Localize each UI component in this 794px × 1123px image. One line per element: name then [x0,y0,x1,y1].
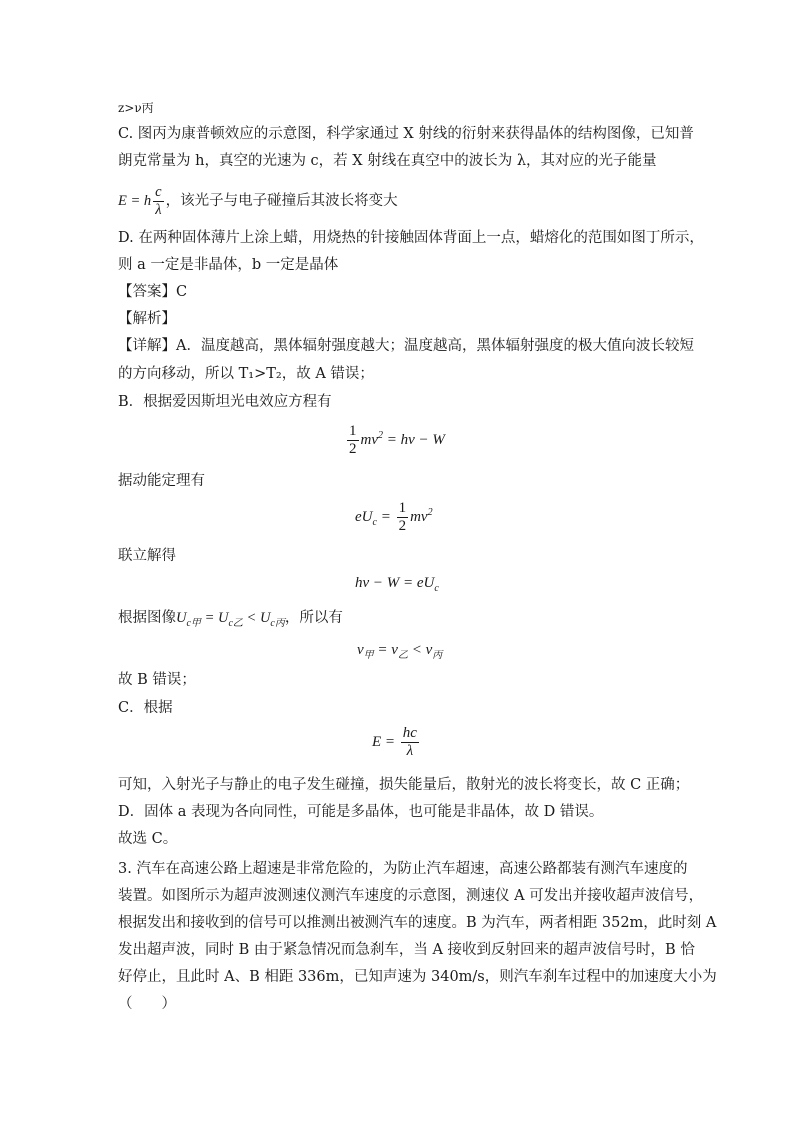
option-c-line2: 朗克常量为 h，真空的光速为 c，若 X 射线在真空中的波长为 λ，其对应的光子能量 [118,153,657,169]
detail-line2: 的方向移动，所以 T₁>T₂，故 A 错误； [118,366,374,382]
question-3-line2: 装置。如图所示为超声波测速仪测汽车速度的示意图，测速仪 A 可发出并接收超声波信号， [118,888,704,904]
detail-c-conclusion: 可知，入射光子与静止的电子发生碰撞，损失能量后，散射光的波长将变长，故 C 正确； [118,777,690,793]
question-3-line3: 根据发出和接收到的信号可以推测出被测汽车的速度。B 为汽车，两者相距 352m，此时刻 A [118,915,717,931]
answer-label: 【答案】C [118,284,188,300]
detail-graph-line: 根据图像$U_{c甲} = U_{c乙} < U_{c丙}$，所以有 [118,610,343,629]
detail-b-intro: B．根据爱因斯坦光电效应方程有 [118,394,332,410]
equation-combined: $h\nu - W = eU_c$ [355,575,439,594]
text-line-fragment: z>ν丙 [118,101,154,115]
option-d-line1: D. 在两种固体薄片上涂上蜡，用烧热的针接触固体背面上一点，蜡熔化的范围如图丁所示， [118,230,704,246]
detail-b-conclusion: 故 B 错误； [118,672,196,688]
detail-kinetic-intro: 据动能定理有 [118,473,205,489]
detail-combine-intro: 联立解得 [118,548,176,564]
question-3-blank: （ ） [118,996,176,1012]
analysis-label: 【解析】 [118,311,176,327]
equation-photoelectric: $\frac{1}{2}$ $mv^2 = h\nu - W$ [349,423,445,457]
equation-kinetic: $eU_c$ = $\frac{1}{2}$ $mv^2$ [355,500,433,534]
question-3-line4: 发出超声波，同时 B 由于紧急情况而急刹车，当 A 接收到反射回来的超声波信号时，B 恰 [118,942,695,958]
question-3-line1: 3. 汽车在高速公路上超速是非常危险的，为防止汽车超速，高速公路都装有测汽车速度的 [118,861,688,877]
option-c-line1: C. 图丙为康普顿效应的示意图，科学家通过 X 射线的衍射来获得晶体的结构图像，已知普 [118,126,694,142]
final-answer: 故选 C。 [118,831,178,847]
equation-energy: E = $\frac{hc}{\lambda}$ [372,725,417,759]
option-c-line3 [118,184,398,219]
detail-line1: 【详解】A．温度越高，黑体辐射强度越大；温度越高，黑体辐射强度的极大值向波长较短 [118,338,694,354]
detail-d-conclusion: D．固体 a 表现为各向同性，可能是多晶体，也可能是非晶体，故 D 错误。 [118,804,604,820]
detail-c-intro: C．根据 [118,700,173,716]
photon-energy-formula: E = h $\frac{c}{\lambda}$ [118,184,162,218]
question-3-line5: 好停止，且此时 A、B 相距 336m，已知声速为 340m/s，则汽车刹车过程中的加速度大小为 [118,969,717,985]
equation-frequency: $\nu_甲 = \nu_乙 < \nu_丙$ [357,642,443,661]
option-d-line2: 则 a 一定是非晶体，b 一定是晶体 [118,257,339,273]
option-c-tail: ，该光子与电子碰撞后其波长将变大 [165,192,398,209]
